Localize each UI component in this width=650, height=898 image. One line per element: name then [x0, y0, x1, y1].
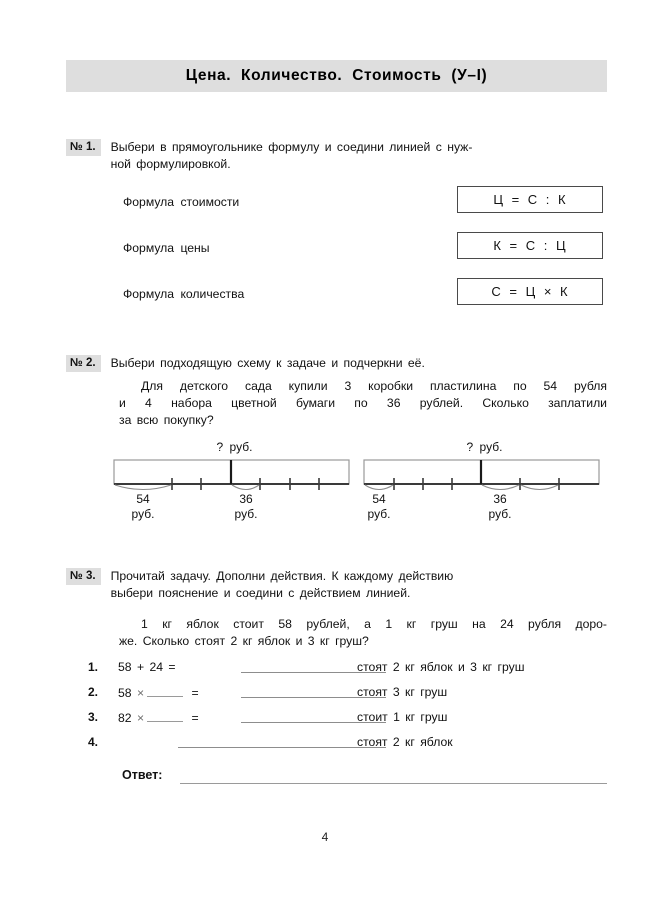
scheme-left-caption-36 — [216, 492, 276, 522]
action-3-equals: = — [191, 711, 199, 725]
action-1-operator: + — [136, 660, 145, 674]
action-2-equals: = — [191, 686, 199, 700]
formula-row-list — [66, 186, 607, 324]
scheme-right-caption-36 — [470, 492, 530, 522]
task-3-problem-line-2: же. Сколько стоят 2 кг яблок и 3 кг груш? — [119, 634, 369, 648]
formula-row — [66, 278, 607, 324]
action-3-expression — [118, 710, 199, 725]
formula-row — [66, 232, 607, 278]
task-1-badge: № 1. — [66, 139, 101, 156]
action-1-equals: = — [168, 660, 176, 674]
scheme-right-total-label: ? руб. — [466, 440, 503, 454]
task-2 — [66, 355, 607, 372]
answer-row — [66, 768, 607, 790]
action-2-expression — [118, 685, 199, 700]
scheme-option-right[interactable] — [363, 440, 606, 530]
scheme-right-captions — [363, 492, 606, 530]
task-2-schemes — [66, 440, 607, 530]
action-1-number: 1. — [88, 660, 99, 674]
action-3-operand-1: 82 — [118, 711, 132, 725]
page-number: 4 — [321, 830, 329, 844]
scheme-left-caption-54 — [113, 492, 173, 522]
scheme-left-diagram — [113, 459, 356, 493]
task-2-problem — [119, 378, 607, 429]
formula-label-price: Формула цены — [123, 241, 210, 255]
task-1-header — [66, 139, 607, 173]
task-2-badge: № 2. — [66, 355, 101, 372]
scheme-left-caption-54-value: 54 — [136, 492, 150, 506]
task-2-problem-line-2: и 4 набора цветной бумаги по 36 рублей. Сколько заплатили — [119, 396, 607, 410]
formula-box-3[interactable] — [457, 278, 603, 305]
scheme-left-captions — [113, 492, 356, 530]
scheme-left-caption-36-unit: руб. — [234, 507, 258, 521]
action-1-operand-1: 58 — [118, 660, 132, 674]
formula-row — [66, 186, 607, 232]
action-4-explanation[interactable]: стоят 2 кг яблок — [357, 735, 453, 749]
action-3-number: 3. — [88, 710, 99, 724]
task-1-prompt-line-1: Выбери в прямоугольнике формулу и соедини линией с нуж- — [110, 140, 473, 154]
task-2-problem-line-1: Для детского сада купили 3 коробки пластилина по 54 рубля — [141, 379, 607, 393]
action-row — [66, 682, 607, 707]
action-row — [66, 657, 607, 682]
action-4-result-blank[interactable] — [178, 747, 386, 748]
task-2-header — [66, 355, 607, 372]
scheme-right-caption-54 — [349, 492, 409, 522]
formula-box-1[interactable] — [457, 186, 603, 213]
action-1-explanation[interactable]: стоят 2 кг яблок и 3 кг груш — [357, 660, 525, 674]
task-3 — [66, 568, 607, 602]
formula-text-3: С = Ц × К — [491, 284, 569, 299]
action-3-explanation[interactable]: стоит 1 кг груш — [357, 710, 448, 724]
task-1 — [66, 139, 607, 173]
action-list — [66, 657, 607, 757]
formula-text-1: Ц = С : К — [493, 192, 567, 207]
answer-blank[interactable] — [180, 783, 607, 784]
task-3-prompt — [111, 568, 607, 602]
action-3-factor-blank[interactable] — [147, 710, 183, 722]
scheme-right-caption-54-value: 54 — [372, 492, 386, 506]
task-2-prompt: Выбери подходящую схему к задаче и подчеркни её. — [110, 356, 425, 370]
scheme-option-left[interactable] — [113, 440, 356, 530]
scheme-list — [66, 440, 607, 530]
task-1-prompt-line-2: ной формулировкой. — [110, 157, 231, 171]
task-2-problem-text — [119, 378, 607, 429]
scheme-right-caption-36-unit: руб. — [488, 507, 512, 521]
scheme-left-caption-54-unit: руб. — [131, 507, 155, 521]
task-2-problem-line-3: за всю покупку? — [119, 413, 214, 427]
task-3-prompt-line-1: Прочитай задачу. Дополни действия. К каждому действию — [110, 569, 454, 583]
scheme-right-diagram — [363, 459, 606, 493]
action-1-operand-2: 24 — [149, 660, 164, 674]
scheme-right-caption-36-value: 36 — [493, 492, 507, 506]
task-1-prompt — [111, 139, 607, 173]
action-2-operand-1: 58 — [118, 686, 132, 700]
action-3-operator: × — [136, 711, 145, 725]
page-header-band — [66, 60, 607, 92]
task-3-badge: № 3. — [66, 568, 101, 585]
task-3-prompt-line-2: выбери пояснение и соедини с действием линией. — [110, 586, 411, 600]
scheme-right-caption-54-unit: руб. — [367, 507, 391, 521]
action-2-number: 2. — [88, 685, 99, 699]
task-3-actions — [66, 657, 607, 757]
formula-label-quantity: Формула количества — [123, 287, 245, 301]
task-3-problem-text — [119, 616, 607, 650]
action-2-factor-blank[interactable] — [147, 685, 183, 697]
action-4-number: 4. — [88, 735, 99, 749]
task-3-header — [66, 568, 607, 602]
action-row — [66, 732, 607, 757]
page-title: Цена. Количество. Стоимость (У–I) — [185, 67, 488, 84]
answer-label: Ответ: — [122, 768, 163, 782]
task-3-problem-line-1: 1 кг яблок стоит 58 рублей, а 1 кг груш на 24 рубля доро- — [141, 617, 607, 631]
formula-text-2: К = С : Ц — [493, 238, 567, 253]
task-3-problem — [119, 616, 607, 650]
action-row — [66, 707, 607, 732]
action-2-operator: × — [136, 686, 145, 700]
scheme-left-total-label: ? руб. — [216, 440, 253, 454]
action-2-explanation[interactable]: стоят 3 кг груш — [357, 685, 448, 699]
formula-box-2[interactable] — [457, 232, 603, 259]
scheme-left-caption-36-value: 36 — [239, 492, 253, 506]
formula-label-cost: Формула стоимости — [123, 195, 240, 209]
action-1-expression — [118, 660, 176, 674]
